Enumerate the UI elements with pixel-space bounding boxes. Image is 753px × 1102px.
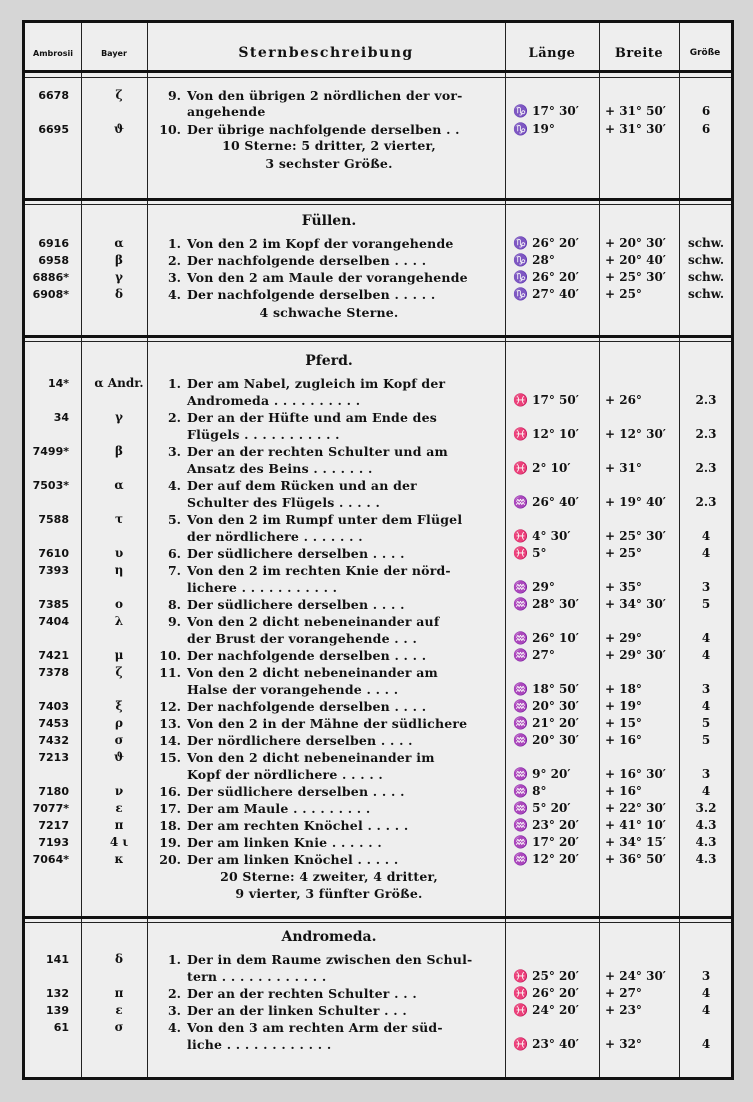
ambrosii-number: 7077* xyxy=(32,802,69,815)
latitude-value: + 29° xyxy=(605,631,642,645)
bayer-letter: ϑ xyxy=(113,122,125,136)
star-description: der nördlichere . . . . . . . xyxy=(187,529,363,544)
magnitude-value: 4 xyxy=(701,546,711,560)
star-description: Von den 2 dicht nebeneinander am xyxy=(187,665,438,680)
star-description: Der südlichere derselben . . . . xyxy=(187,784,405,799)
magnitude-value: 3 xyxy=(701,767,711,781)
section-rule xyxy=(25,922,731,923)
magnitude-value: 4.3 xyxy=(695,852,717,866)
magnitude-value: 3 xyxy=(701,682,711,696)
longitude-value: ♒ 20° 30′ xyxy=(513,733,579,747)
entry-number: 17. xyxy=(159,801,181,816)
longitude-value: ♑ 26° 20′ xyxy=(513,270,579,284)
star-description: lichere . . . . . . . . . . . xyxy=(187,580,338,595)
latitude-value: + 16° 30′ xyxy=(605,767,666,781)
entry-number: 4. xyxy=(167,1020,181,1035)
latitude-value: + 25° xyxy=(605,287,642,301)
ambrosii-number: 6958 xyxy=(38,254,69,267)
longitude-value: ♓ 12° 10′ xyxy=(513,427,579,441)
magnitude-value: 3 xyxy=(701,969,711,983)
star-description: Von den übrigen 2 nördlichen der vor- xyxy=(187,88,463,103)
longitude-value: ♒ 26° 40′ xyxy=(513,495,579,509)
ambrosii-number: 7403 xyxy=(38,700,69,713)
bayer-letter: β xyxy=(115,253,123,267)
star-description: Von den 2 im rechten Knie der nörd- xyxy=(187,563,451,578)
ambrosii-number: 7610 xyxy=(38,547,69,560)
bayer-letter: α xyxy=(114,478,124,492)
latitude-value: + 16° xyxy=(605,784,642,798)
latitude-value: + 31° 50′ xyxy=(605,104,666,118)
magnitude-value: 3.2 xyxy=(695,801,717,815)
star-description: Der an der Hüfte und am Ende des xyxy=(187,410,437,425)
entry-number: 7. xyxy=(167,563,181,578)
header-rule xyxy=(25,70,731,73)
star-description: angehende xyxy=(187,104,266,119)
ambrosii-number: 6916 xyxy=(38,237,69,250)
entry-number: 1. xyxy=(167,952,181,967)
star-description: 9 vierter, 3 fünfter Größe. xyxy=(235,886,423,901)
entry-number: 2. xyxy=(167,986,181,1001)
latitude-value: + 19° xyxy=(605,699,642,713)
latitude-value: + 34° 30′ xyxy=(605,597,666,611)
entry-number: 1. xyxy=(167,236,181,251)
star-description: Von den 2 dicht nebeneinander auf xyxy=(187,614,440,629)
star-description: Der in dem Raume zwischen den Schul- xyxy=(187,952,473,967)
ambrosii-number: 141 xyxy=(46,953,69,966)
ambrosii-number: 139 xyxy=(46,1004,69,1017)
ambrosii-number: 6695 xyxy=(38,123,69,136)
ambrosii-number: 7385 xyxy=(38,598,69,611)
longitude-value: ♒ 8° xyxy=(513,784,547,798)
magnitude-value: 4 xyxy=(701,1003,711,1017)
star-description: Von den 2 in der Mähne der südlichere xyxy=(187,716,468,731)
star-description: Der nördlichere derselben . . . . xyxy=(187,733,413,748)
ambrosii-number: 34 xyxy=(53,411,69,424)
bayer-letter: 4 ι xyxy=(109,835,129,849)
magnitude-value: 4 xyxy=(701,1037,711,1051)
star-description: 20 Sterne: 4 zweiter, 4 dritter, xyxy=(220,869,438,884)
bayer-letter: ζ xyxy=(115,88,123,102)
latitude-value: + 35° xyxy=(605,580,642,594)
star-description: Der am Maule . . . . . . . . . xyxy=(187,801,371,816)
entry-number: 20. xyxy=(159,852,181,867)
bayer-letter: π xyxy=(114,818,124,832)
bayer-letter: α Andr. xyxy=(94,376,144,390)
latitude-value: + 19° 40′ xyxy=(605,495,666,509)
longitude-value: ♓ 5° xyxy=(513,546,547,560)
section-rule xyxy=(25,916,731,919)
ambrosii-number: 6908* xyxy=(32,288,69,301)
latitude-value: + 31° xyxy=(605,461,642,475)
star-description: Kopf der nördlichere . . . . . xyxy=(187,767,383,782)
bayer-letter: ε xyxy=(115,1003,123,1017)
ambrosii-number: 14* xyxy=(47,377,69,390)
latitude-value: + 36° 50′ xyxy=(605,852,666,866)
magnitude-value: 4 xyxy=(701,699,711,713)
star-description: Schulter des Flügels . . . . . xyxy=(187,495,381,510)
catalog-table xyxy=(22,20,734,1080)
bayer-letter: β xyxy=(115,444,123,458)
bayer-letter: δ xyxy=(114,952,123,966)
latitude-value: + 12° 30′ xyxy=(605,427,666,441)
ambrosii-number: 6886* xyxy=(32,271,69,284)
latitude-value: + 29° 30′ xyxy=(605,648,666,662)
star-description: Der auf dem Rücken und an der xyxy=(187,478,417,493)
star-description: Ansatz des Beins . . . . . . . xyxy=(187,461,373,476)
ambrosii-number: 7217 xyxy=(38,819,69,832)
latitude-value: + 23° xyxy=(605,1003,642,1017)
latitude-value: + 20° 30′ xyxy=(605,236,666,250)
bayer-letter: τ xyxy=(114,512,124,526)
magnitude-value: 4 xyxy=(701,784,711,798)
star-description: Der nachfolgende derselben . . . . . xyxy=(187,287,436,302)
latitude-value: + 25° xyxy=(605,546,642,560)
bayer-letter: ν xyxy=(114,784,124,798)
magnitude-value: 2.3 xyxy=(695,393,717,407)
header-bayer: Bayer xyxy=(101,48,127,58)
star-description: 10 Sterne: 5 dritter, 2 vierter, xyxy=(222,138,436,153)
magnitude-value: schw. xyxy=(687,253,725,267)
ambrosii-number: 7064* xyxy=(32,853,69,866)
entry-number: 14. xyxy=(159,733,181,748)
ambrosii-number: 7180 xyxy=(38,785,69,798)
bayer-letter: δ xyxy=(114,287,123,301)
bayer-letter: υ xyxy=(114,546,124,560)
longitude-value: ♒ 26° 10′ xyxy=(513,631,579,645)
magnitude-value: 4 xyxy=(701,529,711,543)
ambrosii-number: 7503* xyxy=(32,479,69,492)
magnitude-value: schw. xyxy=(687,287,725,301)
star-description: Halse der vorangehende . . . . xyxy=(187,682,399,697)
latitude-value: + 16° xyxy=(605,733,642,747)
ambrosii-number: 7453 xyxy=(38,717,69,730)
longitude-value: ♒ 29° xyxy=(513,580,555,594)
latitude-value: + 27° xyxy=(605,986,642,1000)
section-rule xyxy=(25,198,731,201)
star-description: Von den 2 im Kopf der vorangehende xyxy=(187,236,454,251)
section-rule xyxy=(25,341,731,342)
longitude-value: ♓ 24° 20′ xyxy=(513,1003,579,1017)
entry-number: 9. xyxy=(167,88,181,103)
bayer-letter: ξ xyxy=(115,699,123,713)
header-rule xyxy=(25,77,731,78)
latitude-value: + 32° xyxy=(605,1037,642,1051)
entry-number: 4. xyxy=(167,287,181,302)
ambrosii-number: 7432 xyxy=(38,734,69,747)
entry-number: 13. xyxy=(159,716,181,731)
ambrosii-number: 7393 xyxy=(38,564,69,577)
latitude-value: + 31° 30′ xyxy=(605,122,666,136)
star-description: Von den 2 dicht nebeneinander im xyxy=(187,750,435,765)
magnitude-value: 5 xyxy=(701,733,711,747)
entry-number: 3. xyxy=(167,1003,181,1018)
bayer-letter: π xyxy=(114,986,124,1000)
latitude-value: + 41° 10′ xyxy=(605,818,666,832)
header-description: Sternbeschreibung xyxy=(238,45,414,61)
magnitude-value: 2.3 xyxy=(695,461,717,475)
longitude-value: ♒ 27° xyxy=(513,648,555,662)
entry-number: 15. xyxy=(159,750,181,765)
ambrosii-number: 7499* xyxy=(32,445,69,458)
star-description: tern . . . . . . . . . . . . xyxy=(187,969,327,984)
section-rule xyxy=(25,204,731,205)
star-description: Andromeda . . . . . . . . . . xyxy=(187,393,361,408)
star-description: Von den 3 am rechten Arm der süd- xyxy=(187,1020,443,1035)
magnitude-value: 6 xyxy=(701,104,711,118)
magnitude-value: 2.3 xyxy=(695,495,717,509)
entry-number: 2. xyxy=(167,253,181,268)
entry-number: 1. xyxy=(167,376,181,391)
magnitude-value: 3 xyxy=(701,580,711,594)
star-description: Der südlichere derselben . . . . xyxy=(187,597,405,612)
star-description: Der nachfolgende derselben . . . . xyxy=(187,253,427,268)
latitude-value: + 22° 30′ xyxy=(605,801,666,815)
bayer-letter: ϑ xyxy=(113,750,125,764)
longitude-value: ♒ 20° 30′ xyxy=(513,699,579,713)
bayer-letter: α xyxy=(114,236,124,250)
star-description: Flügels . . . . . . . . . . . xyxy=(187,427,340,442)
entry-number: 12. xyxy=(159,699,181,714)
star-description: Der übrige nachfolgende derselben . . xyxy=(187,122,460,137)
bayer-letter: ρ xyxy=(115,716,123,730)
star-description: Der südlichere derselben . . . . xyxy=(187,546,405,561)
star-description: liche . . . . . . . . . . . . xyxy=(187,1037,332,1052)
bayer-letter: λ xyxy=(114,614,124,628)
longitude-value: ♓ 4° 30′ xyxy=(513,529,571,543)
section-title: Andromeda. xyxy=(281,929,377,945)
star-description: Der an der rechten Schulter . . . xyxy=(187,986,417,1001)
magnitude-value: 4 xyxy=(701,648,711,662)
star-description: 4 schwache Sterne. xyxy=(259,305,399,320)
star-description: Der nachfolgende derselben . . . . xyxy=(187,699,427,714)
longitude-value: ♒ 23° 20′ xyxy=(513,818,579,832)
longitude-value: ♒ 5° 20′ xyxy=(513,801,571,815)
magnitude-value: 4.3 xyxy=(695,835,717,849)
magnitude-value: schw. xyxy=(687,236,725,250)
header-breite: Breite xyxy=(614,45,664,61)
bayer-letter: ο xyxy=(114,597,123,611)
bayer-letter: κ xyxy=(114,852,124,866)
star-description: Der an der linken Schulter . . . xyxy=(187,1003,407,1018)
longitude-value: ♑ 28° xyxy=(513,253,555,267)
magnitude-value: 2.3 xyxy=(695,427,717,441)
latitude-value: + 24° 30′ xyxy=(605,969,666,983)
longitude-value: ♒ 28° 30′ xyxy=(513,597,579,611)
latitude-value: + 26° xyxy=(605,393,642,407)
entry-number: 2. xyxy=(167,410,181,425)
header-ambrosii: Ambrosii xyxy=(33,48,73,58)
longitude-value: ♑ 27° 40′ xyxy=(513,287,579,301)
latitude-value: + 20° 40′ xyxy=(605,253,666,267)
entry-number: 9. xyxy=(167,614,181,629)
section-title: Pferd. xyxy=(305,353,353,369)
ambrosii-number: 61 xyxy=(53,1021,69,1034)
ambrosii-number: 6678 xyxy=(38,89,69,102)
longitude-value: ♒ 21° 20′ xyxy=(513,716,579,730)
longitude-value: ♓ 2° 10′ xyxy=(513,461,571,475)
star-description: Der am Nabel, zugleich im Kopf der xyxy=(187,376,446,391)
magnitude-value: 4.3 xyxy=(695,818,717,832)
entry-number: 18. xyxy=(159,818,181,833)
section-rule xyxy=(25,335,731,338)
entry-number: 6. xyxy=(167,546,181,561)
bayer-letter: γ xyxy=(115,270,123,284)
longitude-value: ♓ 23° 40′ xyxy=(513,1037,579,1051)
longitude-value: ♒ 17° 20′ xyxy=(513,835,579,849)
bayer-letter: ζ xyxy=(115,665,123,679)
bayer-letter: ε xyxy=(115,801,123,815)
ambrosii-number: 7193 xyxy=(38,836,69,849)
magnitude-value: 4 xyxy=(701,631,711,645)
section-title: Füllen. xyxy=(301,213,357,229)
star-description: der Brust der vorangehende . . . xyxy=(187,631,418,646)
entry-number: 10. xyxy=(159,648,181,663)
ambrosii-number: 132 xyxy=(46,987,69,1000)
entry-number: 4. xyxy=(167,478,181,493)
bayer-letter: η xyxy=(114,563,124,577)
star-description: Von den 2 im Rumpf unter dem Flügel xyxy=(187,512,463,527)
ambrosii-number: 7378 xyxy=(38,666,69,679)
ambrosii-number: 7588 xyxy=(38,513,69,526)
star-description: Der an der rechten Schulter und am xyxy=(187,444,448,459)
entry-number: 19. xyxy=(159,835,181,850)
longitude-value: ♓ 26° 20′ xyxy=(513,986,579,1000)
magnitude-value: 5 xyxy=(701,716,711,730)
bayer-letter: σ xyxy=(114,733,124,747)
bayer-letter: σ xyxy=(114,1020,124,1034)
ambrosii-number: 7213 xyxy=(38,751,69,764)
ambrosii-number: 7404 xyxy=(38,615,69,628)
latitude-value: + 18° xyxy=(605,682,642,696)
star-description: Der am linken Knöchel . . . . . xyxy=(187,852,399,867)
longitude-value: ♒ 18° 50′ xyxy=(513,682,579,696)
entry-number: 16. xyxy=(159,784,181,799)
header-groesse: Größe xyxy=(689,48,721,58)
longitude-value: ♓ 25° 20′ xyxy=(513,969,579,983)
longitude-value: ♒ 12° 20′ xyxy=(513,852,579,866)
longitude-value: ♓ 17° 50′ xyxy=(513,393,579,407)
header-laenge: Länge xyxy=(528,45,576,61)
longitude-value: ♑ 17° 30′ xyxy=(513,104,579,118)
entry-number: 10. xyxy=(159,122,181,137)
entry-number: 5. xyxy=(167,512,181,527)
entry-number: 3. xyxy=(167,270,181,285)
star-description: Der nachfolgende derselben . . . . xyxy=(187,648,427,663)
magnitude-value: 5 xyxy=(701,597,711,611)
bayer-letter: μ xyxy=(114,648,124,662)
star-description: 3 sechster Größe. xyxy=(265,156,393,171)
longitude-value: ♑ 26° 20′ xyxy=(513,236,579,250)
star-description: Der am linken Knie . . . . . . xyxy=(187,835,382,850)
magnitude-value: 6 xyxy=(701,122,711,136)
entry-number: 8. xyxy=(167,597,181,612)
magnitude-value: 4 xyxy=(701,986,711,1000)
entry-number: 3. xyxy=(167,444,181,459)
latitude-value: + 25° 30′ xyxy=(605,270,666,284)
bayer-letter: γ xyxy=(115,410,123,424)
star-description: Der am rechten Knöchel . . . . . xyxy=(187,818,409,833)
magnitude-value: schw. xyxy=(687,270,725,284)
star-description: Von den 2 am Maule der vorangehende xyxy=(187,270,468,285)
latitude-value: + 34° 15′ xyxy=(605,835,666,849)
entry-number: 11. xyxy=(159,665,181,680)
longitude-value: ♒ 9° 20′ xyxy=(513,767,571,781)
ambrosii-number: 7421 xyxy=(38,649,69,662)
latitude-value: + 15° xyxy=(605,716,642,730)
latitude-value: + 25° 30′ xyxy=(605,529,666,543)
longitude-value: ♑ 19° xyxy=(513,122,555,136)
